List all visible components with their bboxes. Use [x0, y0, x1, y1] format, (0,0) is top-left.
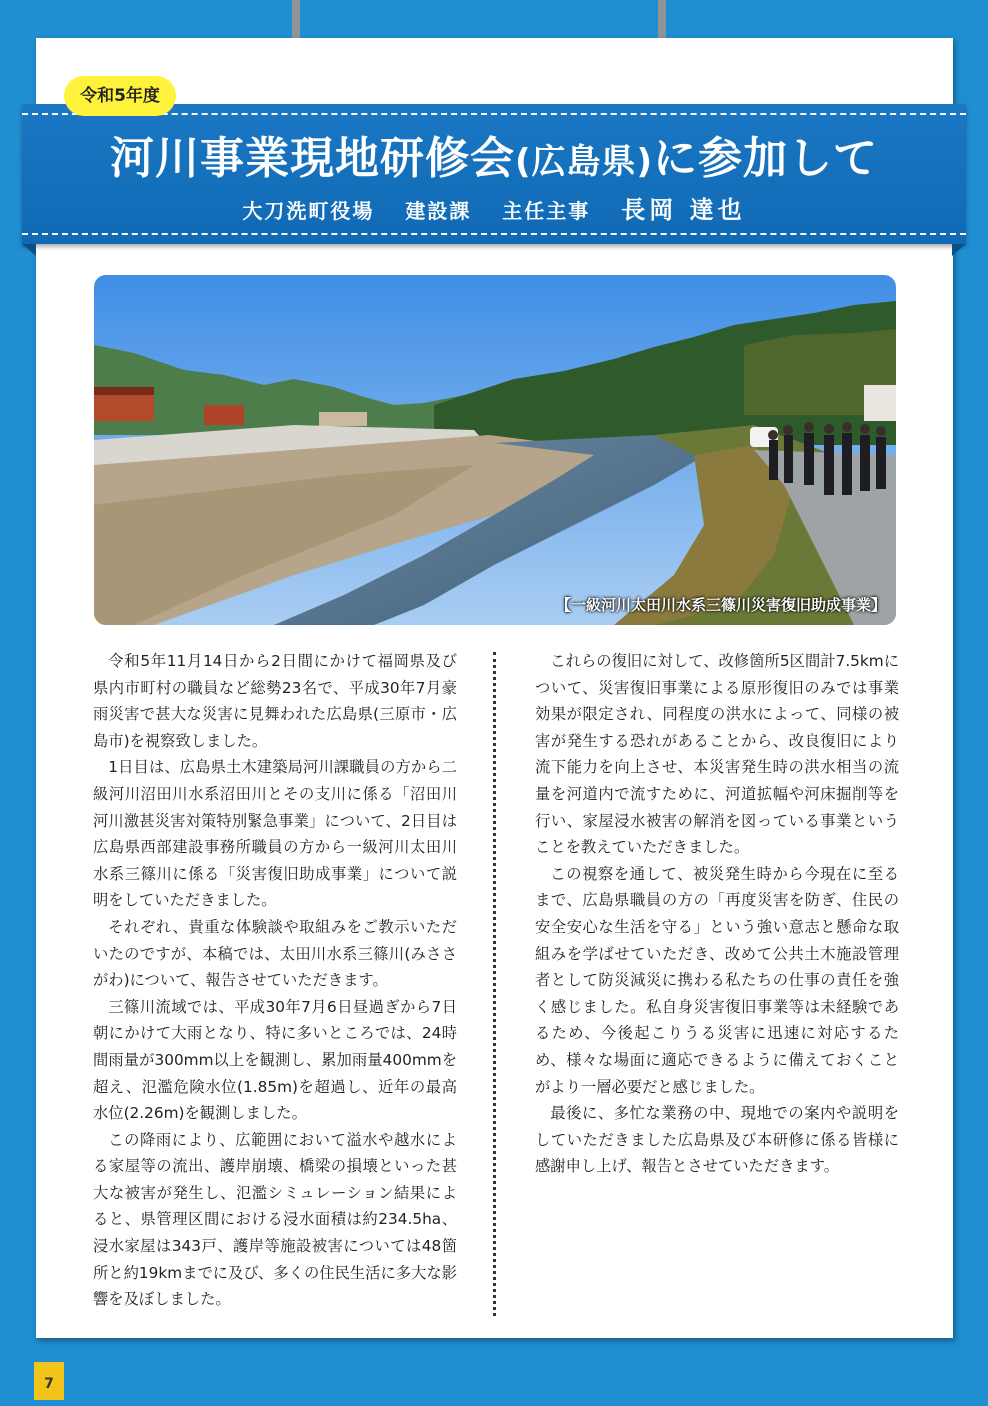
- title-paren: (広島県): [514, 142, 654, 182]
- author-byline: [22, 190, 966, 225]
- column-divider: [493, 652, 496, 1316]
- byline-org: 大刀洗町役場: [242, 199, 375, 223]
- right-paragraph: 最後に、多忙な業務の中、現地での案内や説明をしていただきました広島県及び本研修に係る皆様に感謝申し上げ、報告とさせていただきます。: [535, 1104, 899, 1176]
- left-paragraph: 1日目は、広島県土木建築局河川課職員の方から二級河川沼田川水系沼田川とその支川に係る「沼田川河川激甚災害対策特別緊急事業」について、2日目は広島県西部建設事務所職員の方から一級河川太田川水系三篠川に係る「災害復旧助成事業」について説明をしていただきました。: [93, 758, 457, 910]
- left-paragraph: 令和5年11月14日から2日間にかけて福岡県及び県内市町村の職員など総勢23名で、平成30年7月豪雨災害で甚大な災害に見舞われた広島県(三原市・広島市)を視察致しました。: [93, 652, 457, 750]
- river-photo: [94, 275, 896, 625]
- left-column: [93, 648, 457, 1313]
- right-paragraph: この視察を通して、被災発生時から今現在に至るまで、広島県職員の方の「再度災害を防ぎ、住民の安全安心な生活を守る」という強い意志と懸命な取組みを学ばせていただき、改めて公共土木施設管理者として防災減災に携わる私たちの仕事の責任を強く感じました。私自身災害復旧事業等は未経験であるため、今後起こりうる災害に迅速に対応するため、様々な場面に適応できるように備えておくことがより一層必要だと感じました。: [535, 864, 899, 1096]
- year-badge: 令和5年度: [64, 76, 176, 116]
- byline-role: 主任主事: [502, 199, 591, 223]
- byline-dept: 建設課: [405, 199, 472, 223]
- banner-fold-left: [22, 244, 36, 256]
- title-part-a: 河川事業現地研修会: [109, 133, 515, 184]
- river-photo-illustration: [94, 275, 896, 625]
- right-paragraph: これらの復旧に対して、改修箇所5区間計7.5kmについて、災害復旧事業による原形復旧のみでは事業効果が限定され、同程度の洪水によって、同様の被害が発生する恐れがあることから、改良復旧により流下能力を向上させ、本災害発生時の洪水相当の流量を河道内で流すために、河道拡幅や河床掘削等を行い、家屋浸水被害の解消を図っている事業ということを教えていただきました。: [535, 652, 899, 857]
- banner-fold-right: [952, 244, 966, 256]
- page-number-tab: 7: [34, 1362, 64, 1400]
- binder-clip-window: [300, 38, 658, 78]
- left-paragraph: この降雨により、広範囲において溢水や越水による家屋等の流出、護岸崩壊、橋梁の損壊といった甚大な被害が発生し、氾濫シミュレーション結果によると、県管理区間における浸水面積は約234.5ha、浸水家屋は343戸、護岸等施設被害については48箇所と約19kmまでに及び、多くの住民生活に多大な影響を及ぼしました。: [93, 1130, 457, 1309]
- left-paragraph: 三篠川流域では、平成30年7月6日昼過ぎから7日朝にかけて大雨となり、特に多いところでは、24時間雨量が300mm以上を観測し、累加雨量400mmを超え、氾濫危険水位(1.85m)を超過し、近年の最高水位(2.26m)を観測しました。: [93, 997, 457, 1123]
- page-title: [22, 122, 966, 186]
- right-column: [535, 648, 899, 1180]
- title-part-b: に参加して: [653, 133, 879, 184]
- left-paragraph: それぞれ、貴重な体験談や取組みをご教示いただいたのですが、本稿では、太田川水系三篠川(みささがわ)について、報告させていただきます。: [93, 917, 457, 990]
- banner-dash-bottom: [22, 233, 966, 235]
- photo-caption: 【一級河川太田川水系三篠川災害復旧助成事業】: [555, 596, 886, 614]
- byline-name: 長岡 達也: [621, 196, 746, 224]
